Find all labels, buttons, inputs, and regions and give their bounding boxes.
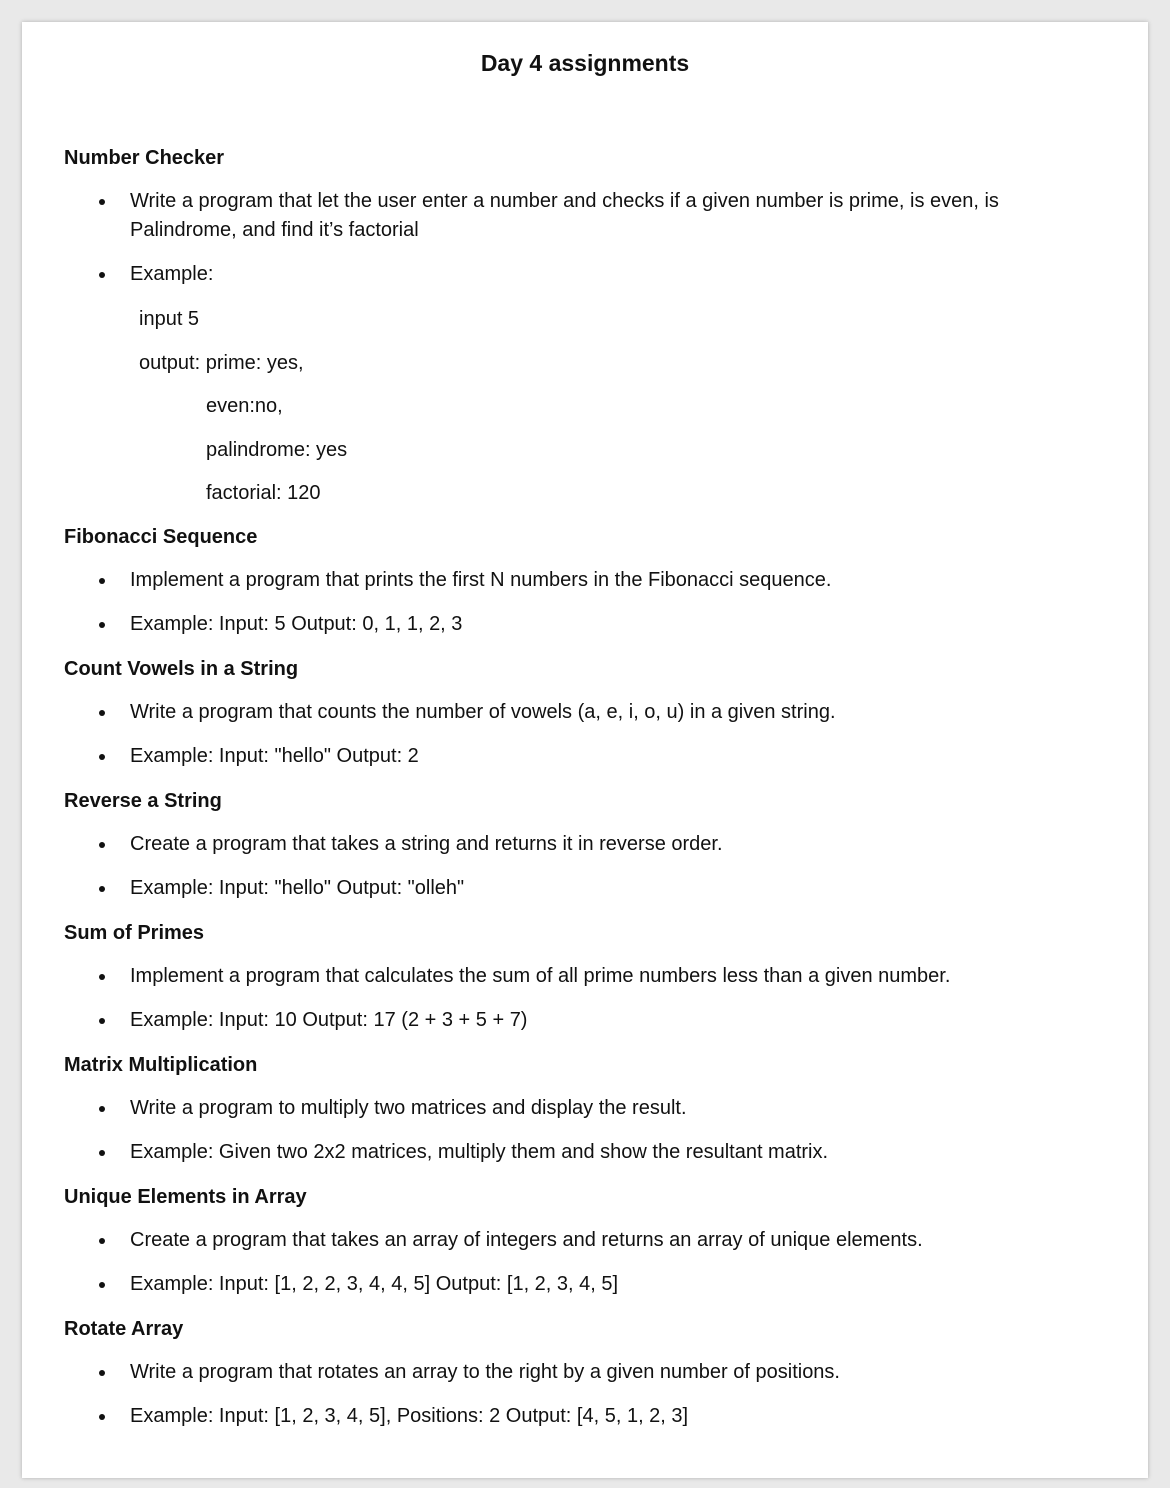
bullet-item: Example: Input: "hello" Output: "olleh" — [64, 874, 1108, 918]
document-title: Day 4 assignments — [480, 50, 690, 76]
bullet-item: Write a program that let the user enter a number and checks if a given number is prime, is even, is Palindrome, and find it’s factorial — [64, 187, 1108, 260]
section-heading: Matrix Multiplication — [64, 1053, 258, 1076]
section-heading: Unique Elements in Array — [64, 1185, 307, 1208]
section-reverse-string — [64, 786, 1108, 918]
example-line: output: prime: yes, — [139, 351, 304, 374]
section-rotate-array — [64, 1314, 1108, 1446]
section-heading: Number Checker — [64, 147, 225, 169]
bullet-item: Write a program to multiply two matrices and display the result. — [64, 1094, 1108, 1138]
section-heading: Sum of Primes — [64, 921, 205, 944]
bullet-item: Implement a program that calculates the sum of all prime numbers less than a given number. — [64, 962, 1108, 1006]
example-line: even:no, — [206, 395, 283, 418]
bullet-item: Implement a program that prints the first N numbers in the Fibonacci sequence. — [64, 566, 1108, 610]
bullet-item: Create a program that takes an array of integers and returns an array of unique elements. — [64, 1226, 1108, 1270]
section-matrix-multiplication — [64, 1050, 1108, 1182]
section-sum-of-primes — [64, 918, 1108, 1050]
section-heading: Fibonacci Sequence — [64, 525, 258, 548]
bullet-item: Write a program that rotates an array to the right by a given number of positions. — [64, 1358, 1108, 1402]
section-unique-elements — [64, 1182, 1108, 1314]
bullet-item: Example: Input: 5 Output: 0, 1, 1, 2, 3 — [64, 610, 1108, 654]
bullet-item: Example: Input: [1, 2, 3, 4, 5], Positions: 2 Output: [4, 5, 1, 2, 3] — [64, 1402, 1108, 1446]
example-line: factorial: 120 — [206, 482, 321, 505]
section-heading: Count Vowels in a String — [64, 657, 299, 680]
bullet-item: Example: Given two 2x2 matrices, multiply them and show the resultant matrix. — [64, 1138, 1108, 1182]
bullet-item: Create a program that takes a string and returns it in reverse order. — [64, 830, 1108, 874]
example-line: input 5 — [139, 308, 200, 330]
example-line: palindrome: yes — [206, 438, 348, 461]
bullet-item: Example: Input: "hello" Output: 2 — [64, 742, 1108, 786]
section-heading: Reverse a String — [64, 789, 222, 812]
document-body — [64, 143, 1108, 1446]
bullet-item: Write a program that counts the number of vowels (a, e, i, o, u) in a given string. — [64, 698, 1108, 742]
bullet-item: Example: — [64, 260, 1108, 304]
section-fibonacci-sequence — [64, 522, 1108, 654]
section-heading: Rotate Array — [64, 1317, 184, 1340]
bullet-item: Example: Input: 10 Output: 17 (2 + 3 + 5 + 7) — [64, 1006, 1108, 1050]
section-number-checker — [64, 143, 1108, 522]
document-page — [22, 22, 1148, 1478]
section-count-vowels — [64, 654, 1108, 786]
bullet-item: Example: Input: [1, 2, 2, 3, 4, 4, 5] Output: [1, 2, 3, 4, 5] — [64, 1270, 1108, 1314]
